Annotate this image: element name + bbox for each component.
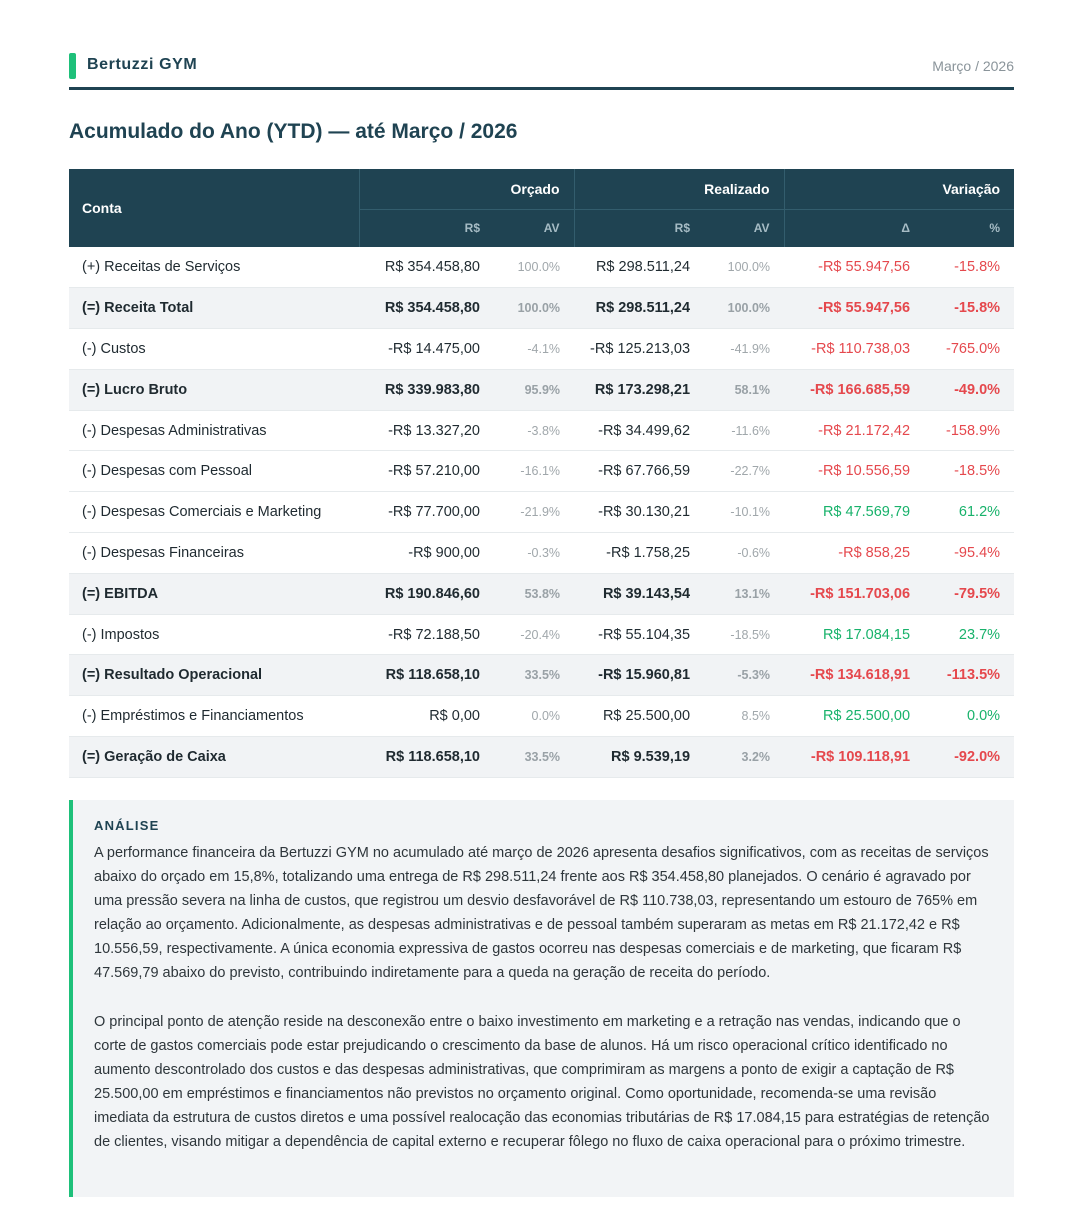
cell-realizado: R$ 39.143,54	[574, 573, 704, 614]
cell-orcado-av: 53.8%	[494, 573, 574, 614]
cell-realizado-av: 3.2%	[704, 737, 784, 778]
cell-orcado-av: 0.0%	[494, 696, 574, 737]
cell-orcado: -R$ 14.475,00	[359, 329, 494, 370]
cell-conta: (=) Lucro Bruto	[69, 369, 359, 410]
cell-orcado: -R$ 77.700,00	[359, 492, 494, 533]
cell-pct: -95.4%	[924, 533, 1014, 574]
cell-orcado-av: -4.1%	[494, 329, 574, 370]
cell-realizado-av: 58.1%	[704, 369, 784, 410]
cell-realizado-av: 8.5%	[704, 696, 784, 737]
cell-conta: (-) Despesas Administrativas	[69, 410, 359, 451]
header-variacao: Variação	[784, 169, 1014, 209]
cell-realizado: -R$ 30.130,21	[574, 492, 704, 533]
analysis-paragraph: A performance financeira da Bertuzzi GYM no acumulado até março de 2026 apresenta desafios significativos, com as receitas de serviços abaixo do orçado em 15,8%, totalizando uma entrega de R$ 298.511,24 frente aos R$ 354.458,80 planejados. O cenário é agravado por uma pressão severa na linha de custos, que registrou um desvio desfavorável de R$ 110.738,03, representando um estouro de 765% em relação ao orçamento. Adicionalmente, as despesas administrativas e de pessoal também superaram as metas em R$ 21.172,42 e R$ 10.556,59, respectivamente. A única economia expressiva de gastos ocorreu nas despesas comerciais e de marketing, que ficaram R$ 47.569,79 abaixo do previsto, contribuindo indiretamente para a queda na geração de receita do período.	[94, 845, 989, 981]
cell-delta: R$ 47.569,79	[784, 492, 924, 533]
table-row	[69, 533, 1014, 574]
cell-delta: -R$ 166.685,59	[784, 369, 924, 410]
cell-orcado-av: 95.9%	[494, 369, 574, 410]
cell-orcado: R$ 354.458,80	[359, 288, 494, 329]
cell-realizado-av: -11.6%	[704, 410, 784, 451]
cell-pct: -18.5%	[924, 451, 1014, 492]
cell-orcado: -R$ 57.210,00	[359, 451, 494, 492]
cell-realizado: -R$ 1.758,25	[574, 533, 704, 574]
table-row	[69, 247, 1014, 288]
subheader-orcado-value: R$	[359, 209, 494, 247]
cell-orcado-av: 33.5%	[494, 655, 574, 696]
cell-delta: -R$ 858,25	[784, 533, 924, 574]
cell-delta: -R$ 110.738,03	[784, 329, 924, 370]
cell-orcado: R$ 354.458,80	[359, 247, 494, 288]
table-row	[69, 410, 1014, 451]
cell-delta: R$ 17.084,15	[784, 614, 924, 655]
brand-accent-bar	[69, 53, 76, 79]
cell-orcado-av: -21.9%	[494, 492, 574, 533]
brand-name: Bertuzzi GYM	[87, 56, 198, 73]
cell-realizado: R$ 298.511,24	[574, 247, 704, 288]
cell-realizado-av: -41.9%	[704, 329, 784, 370]
cell-realizado-av: -10.1%	[704, 492, 784, 533]
cell-delta: -R$ 55.947,56	[784, 247, 924, 288]
table-row	[69, 655, 1014, 696]
cell-orcado: R$ 339.983,80	[359, 369, 494, 410]
report-period: Março / 2026	[932, 58, 1014, 74]
cell-conta: (-) Despesas com Pessoal	[69, 451, 359, 492]
cell-orcado-av: -20.4%	[494, 614, 574, 655]
cell-pct: 0.0%	[924, 696, 1014, 737]
cell-orcado: -R$ 900,00	[359, 533, 494, 574]
table-row	[69, 696, 1014, 737]
cell-conta: (=) EBITDA	[69, 573, 359, 614]
cell-pct: -92.0%	[924, 737, 1014, 778]
cell-orcado: R$ 0,00	[359, 696, 494, 737]
cell-orcado: R$ 190.846,60	[359, 573, 494, 614]
cell-realizado: -R$ 15.960,81	[574, 655, 704, 696]
cell-delta: -R$ 10.556,59	[784, 451, 924, 492]
report-header	[69, 52, 1014, 90]
header-orcado: Orçado	[359, 169, 574, 209]
cell-realizado-av: 13.1%	[704, 573, 784, 614]
cell-conta: (-) Despesas Comerciais e Marketing	[69, 492, 359, 533]
analysis-box	[69, 800, 1014, 1197]
cell-realizado: -R$ 125.213,03	[574, 329, 704, 370]
cell-orcado-av: -16.1%	[494, 451, 574, 492]
subheader-orcado-av: AV	[494, 209, 574, 247]
table-row	[69, 369, 1014, 410]
subheader-realizado-value: R$	[574, 209, 704, 247]
cell-realizado-av: -18.5%	[704, 614, 784, 655]
cell-pct: 23.7%	[924, 614, 1014, 655]
cell-realizado-av: 100.0%	[704, 288, 784, 329]
cell-conta: (-) Impostos	[69, 614, 359, 655]
cell-realizado: R$ 173.298,21	[574, 369, 704, 410]
cell-delta: -R$ 109.118,91	[784, 737, 924, 778]
cell-pct: -79.5%	[924, 573, 1014, 614]
header-conta: Conta	[69, 169, 359, 247]
analysis-paragraph: O principal ponto de atenção reside na desconexão entre o baixo investimento em marketing e a retração nas vendas, indicando que o corte de gastos comerciais pode estar prejudicando o crescimento da base de alunos. Há um risco operacional crítico identificado no aumento descontrolado dos custos e das despesas administrativas, que comprimiram as margens a ponto de exigir a captação de R$ 25.500,00 em empréstimos e financiamentos não previstos no orçamento original. Como oportunidade, recomenda-se uma revisão imediata da estrutura de custos diretos e uma possível realocação das economias tributárias de R$ 17.084,15 para estratégias de retenção de clientes, visando mitigar a dependência de capital externo e recuperar fôlego no fluxo de caixa operacional para o próximo trimestre.	[94, 1014, 990, 1150]
page-title: Acumulado do Ano (YTD) — até Março / 2026	[69, 120, 518, 143]
cell-orcado: R$ 118.658,10	[359, 737, 494, 778]
cell-realizado: -R$ 34.499,62	[574, 410, 704, 451]
cell-realizado-av: -5.3%	[704, 655, 784, 696]
cell-pct: -113.5%	[924, 655, 1014, 696]
ytd-table	[69, 169, 1014, 778]
cell-delta: R$ 25.500,00	[784, 696, 924, 737]
table-row	[69, 573, 1014, 614]
cell-realizado: R$ 25.500,00	[574, 696, 704, 737]
cell-orcado-av: 100.0%	[494, 247, 574, 288]
analysis-heading: ANÁLISE	[94, 818, 160, 833]
cell-orcado: -R$ 13.327,20	[359, 410, 494, 451]
cell-pct: -49.0%	[924, 369, 1014, 410]
cell-delta: -R$ 151.703,06	[784, 573, 924, 614]
cell-pct: -15.8%	[924, 247, 1014, 288]
table-row	[69, 288, 1014, 329]
cell-realizado: R$ 298.511,24	[574, 288, 704, 329]
table-body	[69, 247, 1014, 777]
table-row	[69, 329, 1014, 370]
cell-realizado: -R$ 67.766,59	[574, 451, 704, 492]
cell-orcado: -R$ 72.188,50	[359, 614, 494, 655]
cell-realizado: R$ 9.539,19	[574, 737, 704, 778]
cell-delta: -R$ 21.172,42	[784, 410, 924, 451]
subheader-variacao-pct: %	[924, 209, 1014, 247]
cell-conta: (-) Empréstimos e Financiamentos	[69, 696, 359, 737]
cell-orcado: R$ 118.658,10	[359, 655, 494, 696]
cell-conta: (=) Resultado Operacional	[69, 655, 359, 696]
cell-conta: (=) Geração de Caixa	[69, 737, 359, 778]
cell-realizado-av: -0.6%	[704, 533, 784, 574]
cell-pct: -158.9%	[924, 410, 1014, 451]
cell-pct: 61.2%	[924, 492, 1014, 533]
table-row	[69, 492, 1014, 533]
cell-pct: -765.0%	[924, 329, 1014, 370]
table-row	[69, 614, 1014, 655]
table-row	[69, 451, 1014, 492]
cell-pct: -15.8%	[924, 288, 1014, 329]
header-realizado: Realizado	[574, 169, 784, 209]
cell-orcado-av: -3.8%	[494, 410, 574, 451]
cell-delta: -R$ 134.618,91	[784, 655, 924, 696]
cell-orcado-av: 100.0%	[494, 288, 574, 329]
cell-realizado: -R$ 55.104,35	[574, 614, 704, 655]
cell-orcado-av: -0.3%	[494, 533, 574, 574]
cell-conta: (=) Receita Total	[69, 288, 359, 329]
cell-conta: (-) Despesas Financeiras	[69, 533, 359, 574]
subheader-variacao-delta: Δ	[784, 209, 924, 247]
cell-conta: (-) Custos	[69, 329, 359, 370]
cell-orcado-av: 33.5%	[494, 737, 574, 778]
cell-conta: (+) Receitas de Serviços	[69, 247, 359, 288]
cell-delta: -R$ 55.947,56	[784, 288, 924, 329]
subheader-realizado-av: AV	[704, 209, 784, 247]
cell-realizado-av: -22.7%	[704, 451, 784, 492]
table-row	[69, 737, 1014, 778]
cell-realizado-av: 100.0%	[704, 247, 784, 288]
